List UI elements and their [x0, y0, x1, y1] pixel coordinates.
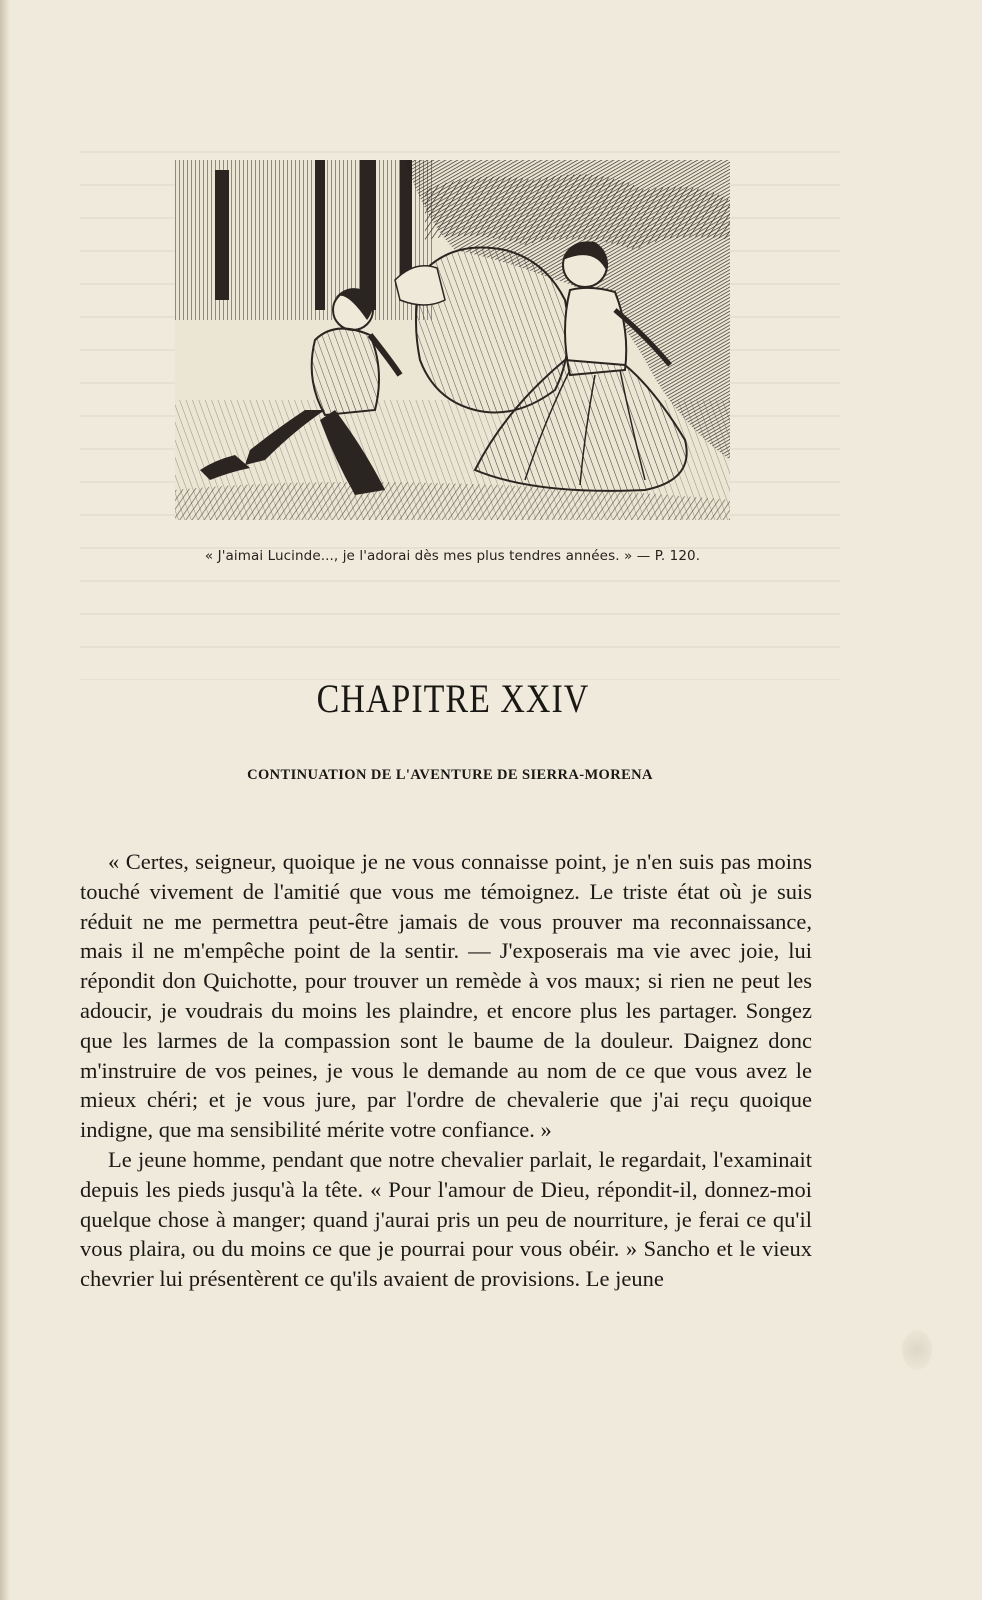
page-edge: [0, 0, 10, 1600]
chapter-title: CHAPITRE XXIV: [316, 678, 590, 722]
paragraph: « Certes, seigneur, quoique je ne vous connaisse point, je n'en suis pas moins touché vivement de l'amitié que vous me témoignez. Le triste état où je suis réduit ne me permettra peut-être jamais de vous prouver ma reconnaissance, mais il ne m'empêche point de la sentir. — J'exposerais ma vie avec joie, lui répondit don Quichotte, pour trouver un remède à vos maux; si rien ne peut les adoucir, je voudrais du moins les plaindre, et encore plus les partager. Songez que les larmes de la compassion sont le baume de la douleur. Daignez donc m'instruire de vos peines, je vous le demande au nom de ce que vous avez le mieux chéri; et je vous jure, par l'ordre de chevalerie que j'ai reçu quoique indigne, que ma sensibilité mérite votre confiance. »: [80, 849, 812, 1143]
body-text: [80, 847, 812, 1294]
paragraph: Le jeune homme, pendant que notre chevalier parlait, le regardait, l'examinait depuis les pieds jusqu'à la tête. « Pour l'amour de Dieu, répondit-il, donnez-moi quelque chose à manger; quand j'aurai pris un peu de nourriture, je ferai ce qu'il vous plaira, ou du moins ce que je pourrai pour vous obéir. » Sancho et le vieux chevrier lui présentèrent ce qu'ils avaient de provisions. Le jeune: [80, 1146, 812, 1292]
chapter-subtitle: CONTINUATION DE L'AVENTURE DE SIERRA-MORENA: [247, 767, 653, 783]
engraving-illustration: [175, 160, 730, 520]
paper-stain: [902, 1330, 932, 1370]
illustration-caption: « J'aimai Lucinde..., je l'adorai dès mes plus tendres années. » — P. 120.: [204, 548, 701, 564]
